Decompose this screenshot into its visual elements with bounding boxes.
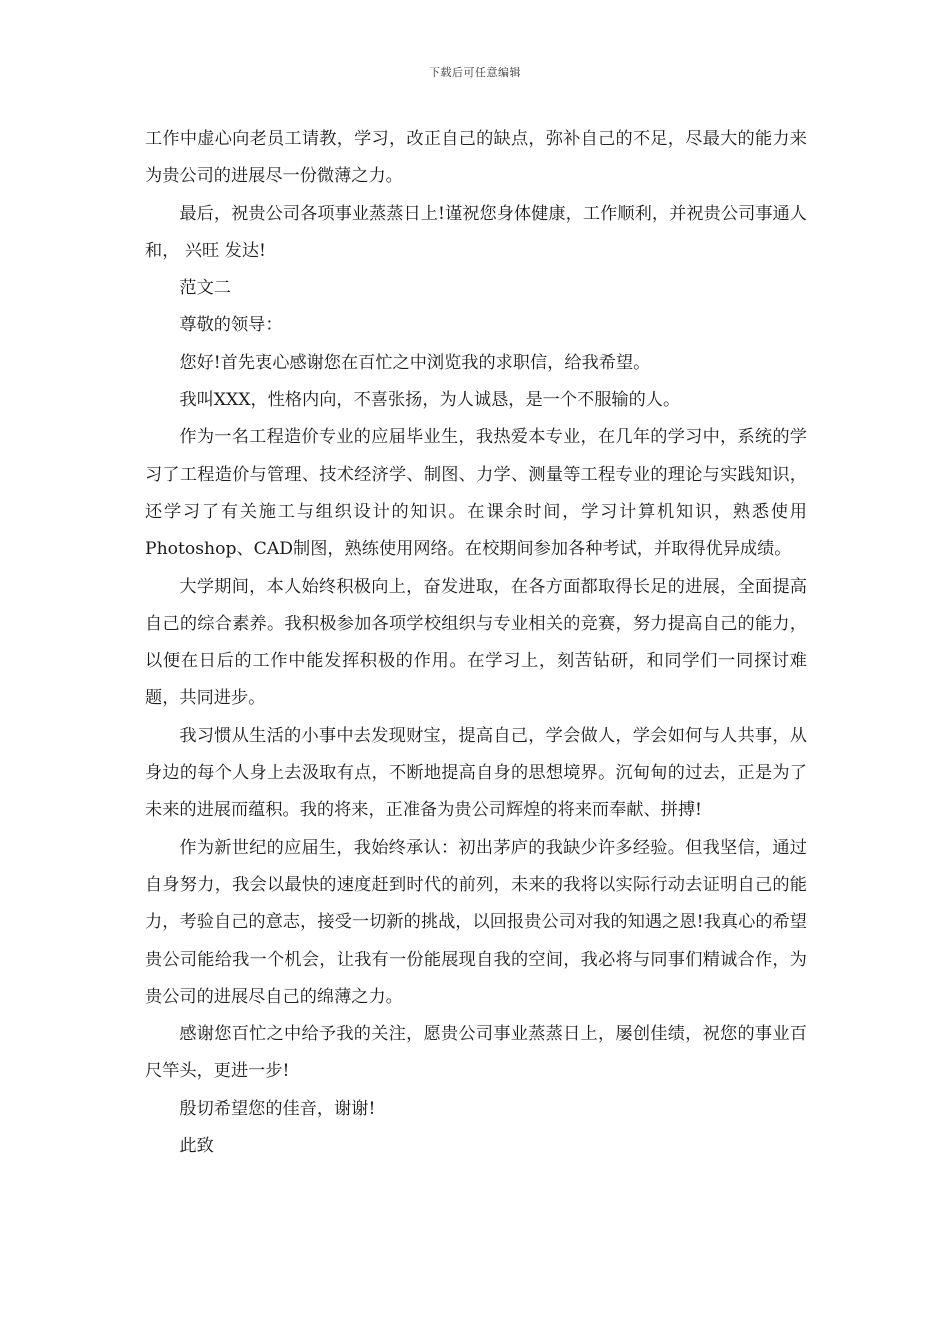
paragraph-commitment: 作为新世纪的应届生，我始终承认：初出茅庐的我缺少许多经验。但我坚信，通过自身努力，我会以最快的速度赶到时代的前列，未来的我将以实际行动去证明自己的能力，考验自己的意志，接受一切新的挑战，以回报贵公司对我的知遇之恩!我真心的希望贵公司能给我一个机会，让我有一份能展现自我的空间，我必将与同事们精诚合作，为贵公司的进展尽自己的绵薄之力。: [145, 837, 807, 1007]
paragraph-self-intro: 我叫XXX，性格内向，不喜张扬，为人诚恳，是一个不服输的人。: [179, 390, 681, 411]
paragraph-university: 大学期间，本人始终积极向上，奋发进取，在各方面都取得长足的进展，全面提高自己的综合素养。我积极参加各项学校组织与专业相关的竞赛，努力提高自己的能力，以便在日后的工作中能发挥积极的作用。在学习上，刻苦钻研，和同学们一同探讨难题，共同进步。: [145, 576, 807, 709]
paragraph-hope: 殷切希望您的佳音，谢谢!: [179, 1098, 376, 1119]
paragraph-habits: 我习惯从生活的小事中去发现财宝，提高自己，学会做人，学会如何与人共事，从身边的每个人身上去汲取有点，不断地提高自身的思想境界。沉甸甸的过去，正是为了未来的进展而蕴积。我的将来，正准备为贵公司辉煌的将来而奉献、拼搏!: [145, 725, 807, 821]
salutation: 尊敬的领导：: [179, 315, 283, 336]
paragraph-greeting: 您好!首先衷心感谢您在百忙之中浏览我的求职信，给我希望。: [179, 352, 651, 373]
section-heading-sample-two: 范文二: [179, 278, 231, 299]
paragraph-thanks: 感谢您百忙之中给予我的关注，愿贵公司事业蒸蒸日上，屡创佳绩，祝您的事业百尺竿头，更进一步!: [145, 1024, 807, 1082]
paragraph-closing-wishes: 最后，祝贵公司各项事业蒸蒸日上!谨祝您身体健康，工作顺利，并祝贵公司事通人和， 兴旺 发达!: [145, 203, 807, 261]
paragraph-education: 作为一名工程造价专业的应届毕业生，我热爱本专业，在几年的学习中，系统的学习了工程造价与管理、技术经济学、制图、力学、测量等工程专业的理论与实践知识，还学习了有关施工与组织设计的知识。在课余时间，学习计算机知识，熟悉使用Photoshop、CAD制图，熟练使用网络。在校期间参加各种考试，并取得优异成绩。: [145, 427, 807, 560]
paragraph-continuation: 工作中虚心向老员工请教，学习，改正自己的缺点，弥补自己的不足，尽最大的能力来为贵公司的进展尽一份微薄之力。: [145, 129, 807, 187]
page-header-note: 下载后可任意编辑: [429, 66, 521, 79]
closing-phrase: 此致: [179, 1136, 214, 1157]
document-body: [145, 121, 807, 1165]
